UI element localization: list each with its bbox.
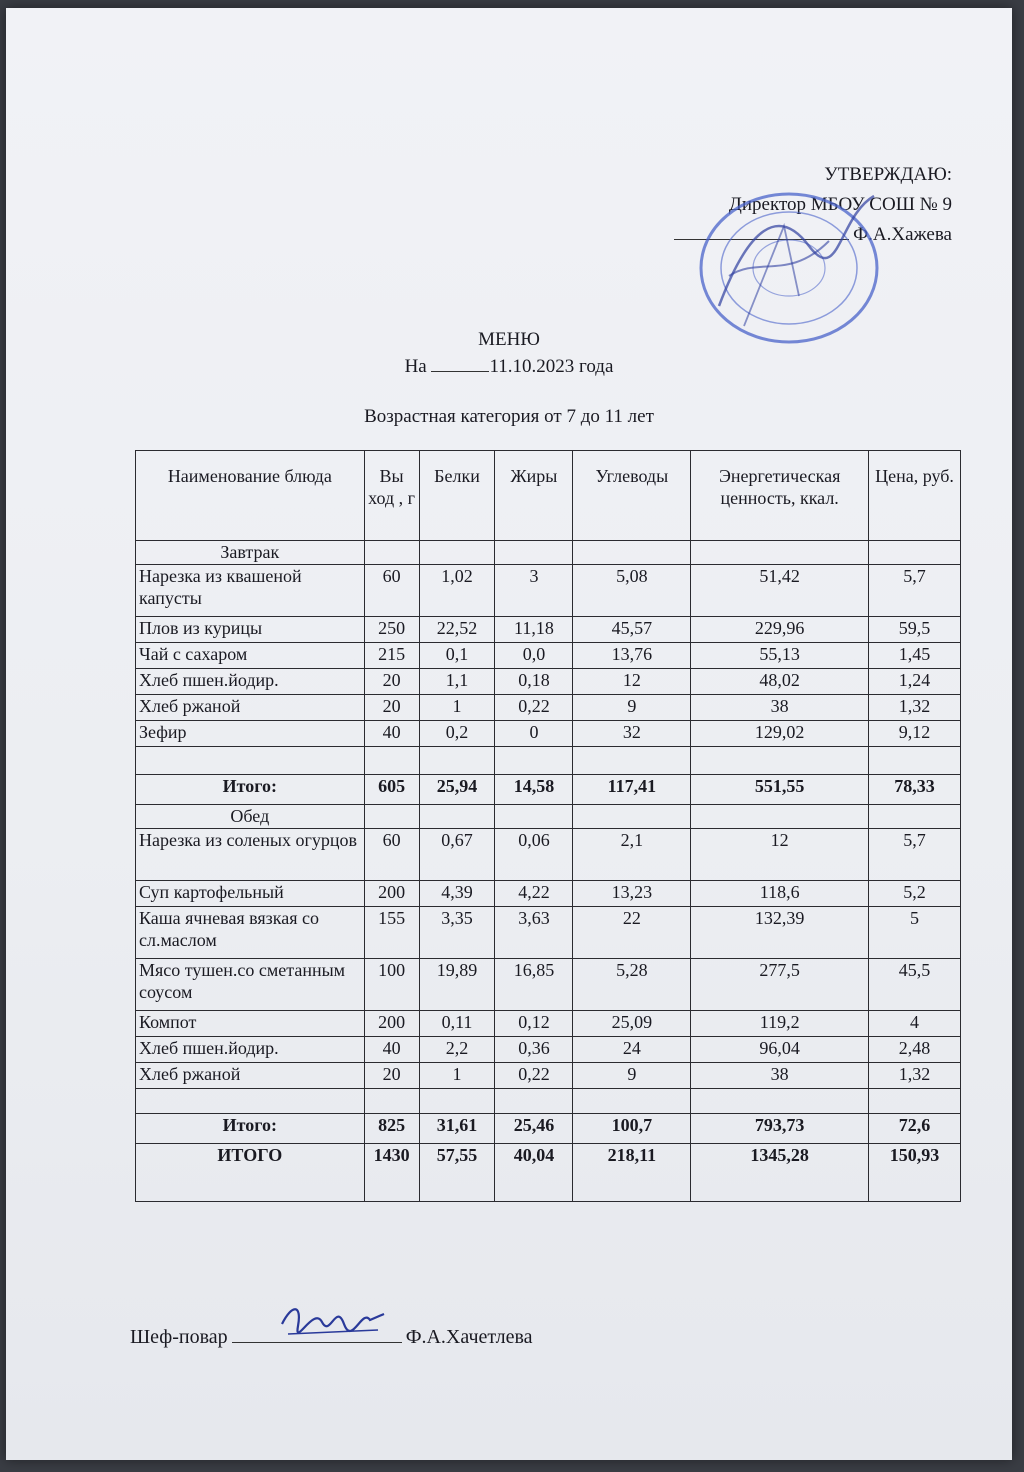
- empty-cell: [419, 747, 495, 775]
- cell-carbs: 5,28: [573, 959, 691, 1011]
- header-fat: Жиры: [495, 451, 573, 541]
- cell-energy: 277,5: [691, 959, 869, 1011]
- empty-cell: [136, 1089, 365, 1114]
- table-header-row: [136, 451, 961, 541]
- chef-signature-block: [130, 1326, 533, 1349]
- total-cell-name: Итого:: [136, 775, 365, 805]
- breakfast-section-row: [136, 541, 961, 565]
- grand-total-cell-carbs: 218,11: [573, 1144, 691, 1202]
- empty-cell: [573, 1089, 691, 1114]
- grand-total-cell-price: 150,93: [869, 1144, 961, 1202]
- breakfast-section-label: Завтрак: [136, 541, 365, 565]
- breakfast-total-row: [136, 775, 961, 805]
- empty-cell: [573, 541, 691, 565]
- cell-yield: 200: [364, 1011, 419, 1037]
- total-cell-energy: 551,55: [691, 775, 869, 805]
- cell-price: 4: [869, 1011, 961, 1037]
- chef-role: Шеф-повар: [130, 1326, 228, 1348]
- cell-name: Хлеб ржаной: [136, 1063, 365, 1089]
- cell-protein: 19,89: [419, 959, 495, 1011]
- table-row: [136, 695, 961, 721]
- document-title: МЕНЮ: [478, 329, 540, 350]
- cell-fat: 3,63: [495, 907, 573, 959]
- cell-price: 1,32: [869, 1063, 961, 1089]
- cell-protein: 3,35: [419, 907, 495, 959]
- cell-energy: 132,39: [691, 907, 869, 959]
- chef-name: Ф.А.Хачетлева: [405, 1326, 533, 1348]
- cell-name: Зефир: [136, 721, 365, 747]
- cell-carbs: 13,76: [573, 643, 691, 669]
- cell-name: Чай с сахаром: [136, 643, 365, 669]
- grand-total-cell-protein: 57,55: [419, 1144, 495, 1202]
- cell-energy: 12: [691, 829, 869, 881]
- empty-cell: [691, 747, 869, 775]
- cell-protein: 4,39: [419, 881, 495, 907]
- cell-fat: 16,85: [495, 959, 573, 1011]
- table-row: [136, 721, 961, 747]
- cell-protein: 22,52: [419, 617, 495, 643]
- total-cell-price: 78,33: [869, 775, 961, 805]
- cell-price: 45,5: [869, 959, 961, 1011]
- table-row: [136, 617, 961, 643]
- cell-name: Компот: [136, 1011, 365, 1037]
- grand-total-row: [136, 1144, 961, 1202]
- cell-protein: 1,1: [419, 669, 495, 695]
- cell-carbs: 9: [573, 1063, 691, 1089]
- cell-price: 5,7: [869, 565, 961, 617]
- cell-energy: 48,02: [691, 669, 869, 695]
- cell-fat: 0,22: [495, 1063, 573, 1089]
- table-row: [136, 959, 961, 1011]
- menu-table-body: [136, 541, 961, 1202]
- empty-cell: [691, 541, 869, 565]
- cell-energy: 51,42: [691, 565, 869, 617]
- table-row: [136, 669, 961, 695]
- empty-cell: [364, 805, 419, 829]
- cell-yield: 60: [364, 565, 419, 617]
- cell-yield: 100: [364, 959, 419, 1011]
- chef-signature-line: [232, 1342, 402, 1343]
- cell-fat: 0,0: [495, 643, 573, 669]
- cell-price: 1,45: [869, 643, 961, 669]
- cell-yield: 20: [364, 1063, 419, 1089]
- cell-protein: 0,2: [419, 721, 495, 747]
- cell-price: 2,48: [869, 1037, 961, 1063]
- empty-cell: [364, 1089, 419, 1114]
- cell-fat: 4,22: [495, 881, 573, 907]
- cell-fat: 11,18: [495, 617, 573, 643]
- empty-cell: [495, 805, 573, 829]
- empty-cell: [136, 747, 365, 775]
- header-carbs: Углеводы: [573, 451, 691, 541]
- cell-yield: 250: [364, 617, 419, 643]
- document-sheet: [6, 8, 1012, 1460]
- cell-fat: 0,06: [495, 829, 573, 881]
- total-cell-protein: 25,94: [419, 775, 495, 805]
- cell-protein: 2,2: [419, 1037, 495, 1063]
- cell-fat: 0,22: [495, 695, 573, 721]
- cell-protein: 1: [419, 1063, 495, 1089]
- cell-name: Нарезка из соленых огурцов: [136, 829, 365, 881]
- total-cell-name: Итого:: [136, 1114, 365, 1144]
- approval-position: Директор МБОУ СОШ № 9: [728, 194, 952, 215]
- cell-energy: 96,04: [691, 1037, 869, 1063]
- empty-cell: [495, 747, 573, 775]
- total-cell-yield: 825: [364, 1114, 419, 1144]
- cell-carbs: 2,1: [573, 829, 691, 881]
- cell-yield: 40: [364, 721, 419, 747]
- cell-energy: 38: [691, 695, 869, 721]
- cell-carbs: 32: [573, 721, 691, 747]
- menu-date: 11.10.2023 года: [489, 356, 614, 377]
- cell-carbs: 5,08: [573, 565, 691, 617]
- cell-carbs: 9: [573, 695, 691, 721]
- cell-fat: 0,18: [495, 669, 573, 695]
- header-price: Цена, руб.: [869, 451, 961, 541]
- header-protein: Белки: [419, 451, 495, 541]
- total-cell-protein: 31,61: [419, 1114, 495, 1144]
- cell-carbs: 22: [573, 907, 691, 959]
- date-blank-line: [431, 371, 489, 372]
- cell-carbs: 24: [573, 1037, 691, 1063]
- empty-cell: [869, 541, 961, 565]
- cell-name: Хлеб ржаной: [136, 695, 365, 721]
- approval-name: Ф.А.Хажева: [853, 224, 952, 245]
- empty-cell: [419, 1089, 495, 1114]
- cell-fat: 0: [495, 721, 573, 747]
- cell-fat: 0,12: [495, 1011, 573, 1037]
- empty-cell: [419, 541, 495, 565]
- lunch-section-row: [136, 805, 961, 829]
- empty-cell: [573, 805, 691, 829]
- cell-yield: 215: [364, 643, 419, 669]
- empty-cell: [364, 541, 419, 565]
- table-row: [136, 643, 961, 669]
- cell-protein: 0,67: [419, 829, 495, 881]
- table-row: [136, 1011, 961, 1037]
- cell-energy: 118,6: [691, 881, 869, 907]
- total-cell-price: 72,6: [869, 1114, 961, 1144]
- cell-yield: 200: [364, 881, 419, 907]
- cell-name: Хлеб пшен.йодир.: [136, 1037, 365, 1063]
- empty-cell: [495, 1089, 573, 1114]
- cell-yield: 20: [364, 669, 419, 695]
- empty-cell: [573, 747, 691, 775]
- cell-energy: 119,2: [691, 1011, 869, 1037]
- spacer-row: [136, 1089, 961, 1114]
- table-row: [136, 565, 961, 617]
- cell-carbs: 13,23: [573, 881, 691, 907]
- table-row: [136, 881, 961, 907]
- empty-cell: [691, 805, 869, 829]
- cell-protein: 1: [419, 695, 495, 721]
- cell-protein: 0,11: [419, 1011, 495, 1037]
- cell-protein: 0,1: [419, 643, 495, 669]
- cell-energy: 55,13: [691, 643, 869, 669]
- cell-price: 9,12: [869, 721, 961, 747]
- total-cell-fat: 14,58: [495, 775, 573, 805]
- header-name: Наименование блюда: [136, 451, 365, 541]
- cell-protein: 1,02: [419, 565, 495, 617]
- spacer-row: [136, 747, 961, 775]
- cell-carbs: 12: [573, 669, 691, 695]
- cell-price: 5,2: [869, 881, 961, 907]
- cell-name: Мясо тушен.со сметанным соусом: [136, 959, 365, 1011]
- title-block: [6, 326, 1012, 380]
- empty-cell: [364, 747, 419, 775]
- cell-price: 59,5: [869, 617, 961, 643]
- header-yield: Вы ход , г: [364, 451, 419, 541]
- grand-total-cell-name: ИТОГО: [136, 1144, 365, 1202]
- cell-name: Суп картофельный: [136, 881, 365, 907]
- cell-fat: 0,36: [495, 1037, 573, 1063]
- cell-energy: 129,02: [691, 721, 869, 747]
- cell-energy: 38: [691, 1063, 869, 1089]
- approval-heading: УТВЕРЖДАЮ:: [824, 164, 952, 185]
- total-cell-carbs: 100,7: [573, 1114, 691, 1144]
- cell-name: Хлеб пшен.йодир.: [136, 669, 365, 695]
- cell-yield: 20: [364, 695, 419, 721]
- total-cell-carbs: 117,41: [573, 775, 691, 805]
- table-row: [136, 829, 961, 881]
- age-category: Возрастная категория от 7 до 11 лет: [364, 406, 654, 427]
- total-cell-fat: 25,46: [495, 1114, 573, 1144]
- empty-cell: [869, 1089, 961, 1114]
- table-row: [136, 1063, 961, 1089]
- lunch-section-label: Обед: [136, 805, 365, 829]
- cell-price: 5: [869, 907, 961, 959]
- empty-cell: [869, 747, 961, 775]
- cell-name: Каша ячневая вязкая со сл.маслом: [136, 907, 365, 959]
- cell-energy: 229,96: [691, 617, 869, 643]
- total-cell-yield: 605: [364, 775, 419, 805]
- grand-total-cell-fat: 40,04: [495, 1144, 573, 1202]
- empty-cell: [495, 541, 573, 565]
- cell-price: 5,7: [869, 829, 961, 881]
- cell-carbs: 25,09: [573, 1011, 691, 1037]
- grand-total-cell-yield: 1430: [364, 1144, 419, 1202]
- cell-carbs: 45,57: [573, 617, 691, 643]
- cell-name: Плов из курицы: [136, 617, 365, 643]
- empty-cell: [419, 805, 495, 829]
- table-row: [136, 907, 961, 959]
- cell-yield: 155: [364, 907, 419, 959]
- header-energy: Энергетическая ценность, ккал.: [691, 451, 869, 541]
- empty-cell: [691, 1089, 869, 1114]
- lunch-total-row: [136, 1114, 961, 1144]
- cell-name: Нарезка из квашеной капусты: [136, 565, 365, 617]
- empty-cell: [869, 805, 961, 829]
- table-row: [136, 1037, 961, 1063]
- cell-price: 1,32: [869, 695, 961, 721]
- cell-fat: 3: [495, 565, 573, 617]
- grand-total-cell-energy: 1345,28: [691, 1144, 869, 1202]
- cell-yield: 60: [364, 829, 419, 881]
- cell-yield: 40: [364, 1037, 419, 1063]
- cell-price: 1,24: [869, 669, 961, 695]
- menu-table: [135, 450, 961, 1202]
- date-prefix: На: [404, 356, 427, 377]
- total-cell-energy: 793,73: [691, 1114, 869, 1144]
